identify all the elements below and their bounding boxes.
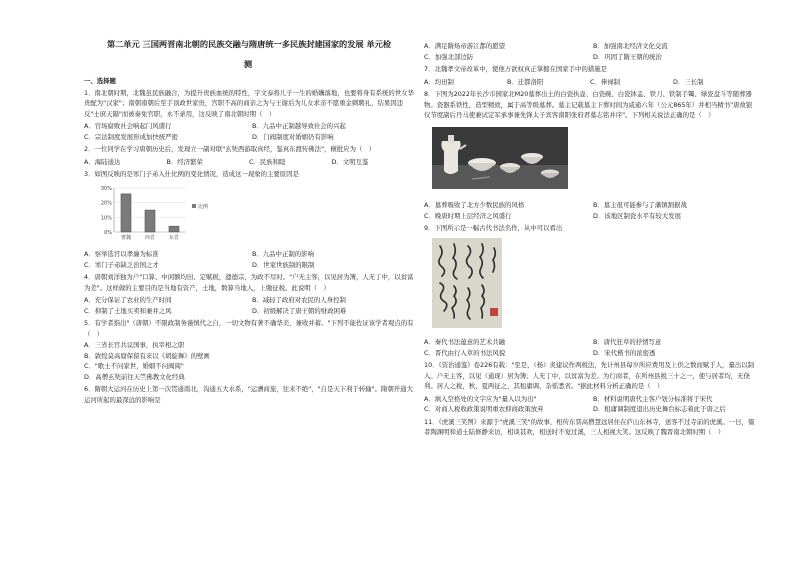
question-4: 4．唐朝刘洋独为户"口算、中闲额均田、定赋税，遗德宗，为政不尽时。"户无主客，以见居为簿，人无丁中，以贫富为差"。这样做的主要目的是当地有资产，土地，数算当地人，上缴征税。此说明（ ） [84, 273, 414, 292]
option-c[interactable]: C．对商人税收政策说明重农抑商政策放弃 [424, 405, 544, 413]
option-d[interactable]: D．租庸调制度退出历史舞台标志着此于唐之后 [593, 405, 726, 413]
option-a[interactable]: A．三省长官共议国事，执宰相之职 [84, 341, 185, 349]
exam-title-line2: 测 [243, 59, 255, 69]
bar [121, 193, 131, 231]
option-d[interactable]: D．该地区制瓷水平有较大发展 [593, 211, 681, 220]
option-b[interactable]: B．减轻了政府对农民的人身控制 [252, 296, 346, 304]
option-d[interactable]: D．文明互鉴 [331, 157, 369, 166]
option-d[interactable]: D．高僧玄奘前往天竺佛教文化经典 [84, 372, 185, 381]
pottery-photo [432, 127, 568, 189]
x-tick-label: 西晋 [144, 234, 156, 241]
option-d[interactable]: D．宋代楷书的浓密透 [593, 348, 656, 357]
option-b[interactable]: B．九品中正制越导致社会的兴起 [252, 122, 346, 130]
option-a[interactable]: A．秦代书法蕴意的艺术共融 [424, 338, 506, 346]
option-c[interactable]: C．宗法制度发展形成加快统严密 [84, 132, 178, 141]
question-10: 10．《资治通鉴》卷226有载："至是，（杨）炎建议作两税法，先计州县每岁所应费用及上供之数而赋于人，量出以制入。户无主客，以见（通现）居为簿；人无丁中，以贫富为差。为行商者，在所州县税三十之一，使与居者均，无侥利。居人之税，秋、夏两征之，其租庸调、杂徭悉省。"据此材料分析正确的是（ ） [424, 361, 755, 390]
option-b[interactable]: B．唐代狂草的抒情写意 [593, 338, 662, 346]
option-c[interactable]: C．加强北部边防 [424, 52, 474, 61]
option-c[interactable]: C．寒门子弟缺乏治国之才 [84, 260, 159, 269]
question-5-options [84, 340, 414, 382]
x-tick-label: 曹魏 [120, 234, 132, 241]
option-d[interactable]: D．初级解决了唐王朝的财政困难 [252, 306, 347, 315]
left-column [84, 38, 414, 405]
question-3: 3．如图反映的是寒门子弟入仕比例的变化情况，造成这一现象的主要原因是 [84, 170, 299, 178]
question-2-options [84, 157, 414, 168]
option-a[interactable]: A．满足隋炀帝游江都的愿望 [424, 42, 506, 50]
option-d[interactable]: D．巩固了隋王朝的统治 [593, 52, 662, 61]
option-b[interactable]: B．九品中正制的影响 [252, 250, 314, 258]
option-a[interactable]: A．墓葬吸收了北方少数民族的风格 [424, 201, 525, 209]
question-10-options [424, 394, 756, 415]
question-3-options [84, 249, 414, 270]
option-d[interactable]: D．世家世族制的限制 [252, 260, 315, 269]
x-tick-label: 东晋 [168, 234, 180, 241]
option-d[interactable]: D．三长制 [673, 77, 704, 86]
question-2: 2．一位同学在学习唐朝历史后，发现立一副对联"玄奘西游取真经，鉴真东渡传佛法"，横批应为（ ） [84, 145, 376, 153]
y-tick-label: 20% [100, 200, 112, 207]
option-c[interactable]: C．俸禄制 [590, 77, 621, 86]
option-a[interactable]: A．官场腐败社会响起门风盛行 [84, 122, 172, 130]
question-6-options [424, 41, 756, 62]
exam-title [84, 38, 414, 70]
option-a[interactable]: A．填入空格处的文字应为"量入以为出" [424, 394, 537, 403]
option-d[interactable]: D．门阀制度对婚姻仍有影响 [252, 132, 334, 141]
option-b[interactable]: B．墓主很可能参与了藩镇割据战 [593, 201, 687, 209]
option-c[interactable]: C．晋代由行入草的书法风貌 [424, 348, 506, 357]
option-c[interactable]: C．"歌士不问家世，婚姻不问阀阅" [84, 362, 184, 370]
question-7-options [424, 77, 756, 88]
option-a[interactable]: A．海陆通达 [84, 157, 121, 166]
question-1-options [84, 121, 414, 142]
y-tick-label: 0% [104, 229, 112, 236]
question-8: 8．下图为2022年长沙市园家北M20墓葬出土的白瓷执壶、白瓷碗、白瓷钵盂、铁刀、铁制手镯、绿瓷盘斗等随葬器物。瓷器系铁性，造型精致，属于高等级墓葬。墓主记载墓主下葬时间为咸通六年（公元865年）并相当精书"唐故银仪节度副后丹马使兼试定军承事兼先锋太子宾客南阳张府君墓志铭并序"。下列相关说法正确的是（ ） [424, 90, 753, 119]
question-1: 1．南北朝时期，北魏虽民族融合，为提升贵族血统的特性，宇文泰将儿子一生的婚媾落地，也要将身有系统的世女华贵配为"汉家"；南朝南朝后至手顶政世家贵，宫职不高的商亲之为与王谢后为儿女求亲不愿重金刺聘礼，结果因违反"士庶天隔"而被奏免官职，永不录用，这反映了南北朝时期（ ） [84, 88, 414, 118]
option-b[interactable]: B．迁都洛阳 [507, 77, 544, 86]
bar [145, 210, 155, 232]
option-b[interactable]: B．敦煌莫高窟保留有来以《胡旋舞》的壁画 [84, 351, 210, 360]
option-c[interactable]: C．晚唐时期上层经济之风盛行 [424, 211, 512, 220]
legend-swatch [192, 204, 196, 208]
calligraphy-image [432, 238, 502, 328]
right-column [424, 37, 756, 438]
question-4-options [84, 295, 414, 316]
question-5: 5．有学者指出"（唐朝）不限政制务谨慎代之自，一切文物有著不确华美，兼收并蓄。"下列不能佐证该学者观点的有（ ） [84, 319, 414, 338]
question-11: 11．《虎溪三笑图》来源于"虎溪三笑"的故事，相传东晋高僧慧远居住在庐山东林寺，送客不过寺前的虎溪。一日，儒者陶渊明和道士陆修静来访，相谈甚欢，相送时不觉过溪，三人相视大笑。这反映了魏晋南北朝时期（ ） [424, 417, 755, 436]
bar [169, 226, 179, 232]
option-b[interactable]: B．加强南北经济文化交流 [593, 42, 668, 50]
question-7: 7．北魏孝文帝改革中，使他万欲权真正掌握在国家手中的措施是 [424, 65, 608, 73]
question-6: 6．隋朝大运河在历史上第一次贯通南北，沟通五大水系，"运漕商旅，往来不绝"，"自是天下利于转输"。隋朝开通大运河所起的最深远的影响是 [84, 385, 413, 404]
question-8-options [424, 200, 756, 221]
bar-chart [92, 184, 242, 242]
option-a[interactable]: A．充分保证了农业的生产时间 [84, 296, 172, 304]
y-tick-label: 30% [100, 185, 112, 192]
question-9-options [424, 337, 756, 358]
option-c[interactable]: C．抑制了土地买卖和兼并之风 [84, 306, 172, 315]
exam-title-line1: 第二单元 三国两晋南北朝的民族交融与隋唐统一多民族封建国家的发展 单元检 [106, 39, 392, 49]
option-c[interactable]: C．民族和睦 [249, 157, 286, 166]
section-heading: 一、选择题 [84, 77, 116, 85]
option-a[interactable]: A．均田制 [424, 77, 454, 86]
y-tick-label: 10% [100, 214, 112, 221]
option-b[interactable]: B．材料说明唐代主客户划分标准将于宋代 [593, 394, 713, 403]
question-9: 9．下图所示是一幅古代书法名作，从中可以看出 [424, 224, 563, 232]
option-a[interactable]: A．察举选官以孝廉为标准 [84, 250, 159, 258]
option-b[interactable]: B．经济繁荣 [166, 157, 203, 166]
legend-label: 比例 [198, 203, 209, 210]
